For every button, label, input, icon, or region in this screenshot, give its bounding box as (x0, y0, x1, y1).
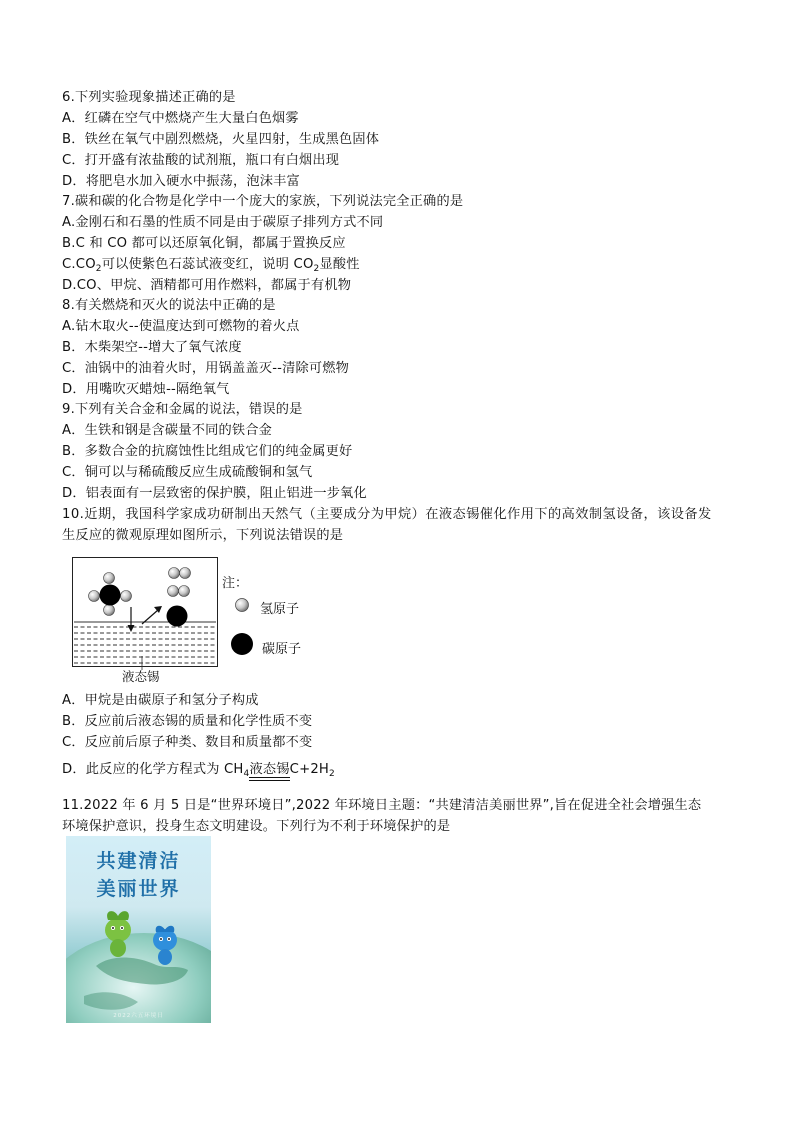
carbon-legend-label: 碳原子 (262, 642, 302, 657)
q7-option-b: B.C 和 CO 都可以还原氧化铜，都属于置换反应 (62, 236, 346, 251)
q7-stem: 7.碳和碳的化合物是化学中一个庞大的家族，下列说法完全正确的是 (62, 194, 464, 209)
q7-option-c-part3: 显酸性 (319, 257, 360, 272)
q6-option-c: C．打开盛有浓盐酸的试剂瓶，瓶口有白烟出现 (62, 153, 340, 168)
q7-option-c (62, 255, 360, 274)
environment-day-poster (66, 836, 211, 1023)
q10-option-d-sub: 4 (243, 769, 250, 779)
q10-option-b: B．反应前后液态锡的质量和化学性质不变 (62, 714, 313, 729)
reaction-drawing (70, 556, 220, 684)
q7-option-c-sub2: 2 (313, 264, 320, 274)
carbon-atom (167, 606, 188, 627)
reaction-diagram (70, 556, 330, 684)
poster-title-line1: 共建清洁 (96, 850, 181, 872)
q9-option-d: D．铝表面有一层致密的保护膜，阻止铝进一步氧化 (62, 486, 367, 501)
q9-option-b: B．多数合金的抗腐蚀性比组成它们的纯金属更好 (62, 444, 353, 459)
q7-option-d: D.CO、甲烷、酒精都可用作燃料，都属于有机物 (62, 278, 352, 293)
q8-option-c: C．油锅中的油着火时，用锅盖盖灭--清除可燃物 (62, 361, 350, 376)
q7-option-c-sub1: 2 (95, 264, 102, 274)
poster-footer: 2022六五环境日 (113, 1013, 164, 1019)
q9-option-a: A．生铁和钢是含碳量不同的铁合金 (62, 423, 273, 438)
hydrogen-legend-icon (232, 595, 252, 615)
q11-stem-line2: 环境保护意识，投身生态文明建设。下列行为不利于环境保护的是 (62, 819, 451, 834)
carbon-legend-icon (229, 631, 255, 657)
q10-stem-line2: 生反应的微观原理如图所示，下列说法错误的是 (62, 528, 344, 543)
q10-option-d-product: C+2H (289, 762, 330, 777)
q10-option-d-sub2: 2 (329, 769, 335, 779)
q10-option-c: C．反应前后原子种类、数目和质量都不变 (62, 735, 313, 750)
q8-option-a: A.钻木取火--使温度达到可燃物的着火点 (62, 319, 300, 334)
q6-option-b: B．铁丝在氧气中剧烈燃烧，火星四射，生成黑色固体 (62, 132, 380, 147)
q7-option-c-part2: 可以使紫色石蕊试液变红，说明 CO (101, 257, 314, 272)
reaction-condition: 液态锡 (249, 762, 290, 777)
q6-option-a: A．红磷在空气中燃烧产生大量白色烟雾 (62, 111, 299, 126)
q6-option-d: D．将肥皂水加入硬水中振荡，泡沫丰富 (62, 174, 300, 189)
q9-stem: 9.下列有关合金和金属的说法，错误的是 (62, 402, 303, 417)
hydrogen-molecules (168, 568, 191, 597)
q7-option-a: A.金刚石和石墨的性质不同是由于碳原子排列方式不同 (62, 215, 384, 230)
liquid-tin-label: 液态锡 (122, 669, 160, 684)
legend-note: 注： (222, 576, 249, 591)
liquid-tin-layer (74, 627, 216, 663)
q8-option-d: D．用嘴吹灭蜡烛--隔绝氧气 (62, 382, 230, 397)
q8-stem: 8.有关燃烧和灭火的说法中正确的是 (62, 298, 276, 313)
q9-option-c: C．铜可以与稀硫酸反应生成硫酸铜和氢气 (62, 465, 313, 480)
q10-option-d (62, 760, 335, 779)
q8-option-b: B．木柴架空--增大了氧气浓度 (62, 340, 242, 355)
q10-option-d-prefix: D．此反应的化学方程式为 CH (62, 762, 244, 777)
hydrogen-legend-label: 氢原子 (260, 602, 300, 617)
q10-option-a: A．甲烷是由碳原子和氢分子构成 (62, 693, 259, 708)
q6-stem: 6.下列实验现象描述正确的是 (62, 90, 236, 105)
q7-option-c-part1: C.CO (62, 257, 96, 272)
q11-stem-line1: 11.2022 年 6 月 5 日是“世界环境日”,2022 年环境日主题：“共建清洁美丽世界”,旨在促进全社会增强生态 (62, 798, 702, 813)
q10-stem-line1: 10.近期，我国科学家成功研制出天然气（主要成分为甲烷）在液态锡催化作用下的高效制氢设备，该设备发 (62, 507, 712, 522)
poster-artwork (66, 836, 211, 1023)
methane-molecule (89, 573, 132, 616)
poster-title-line2: 美丽世界 (96, 878, 181, 900)
